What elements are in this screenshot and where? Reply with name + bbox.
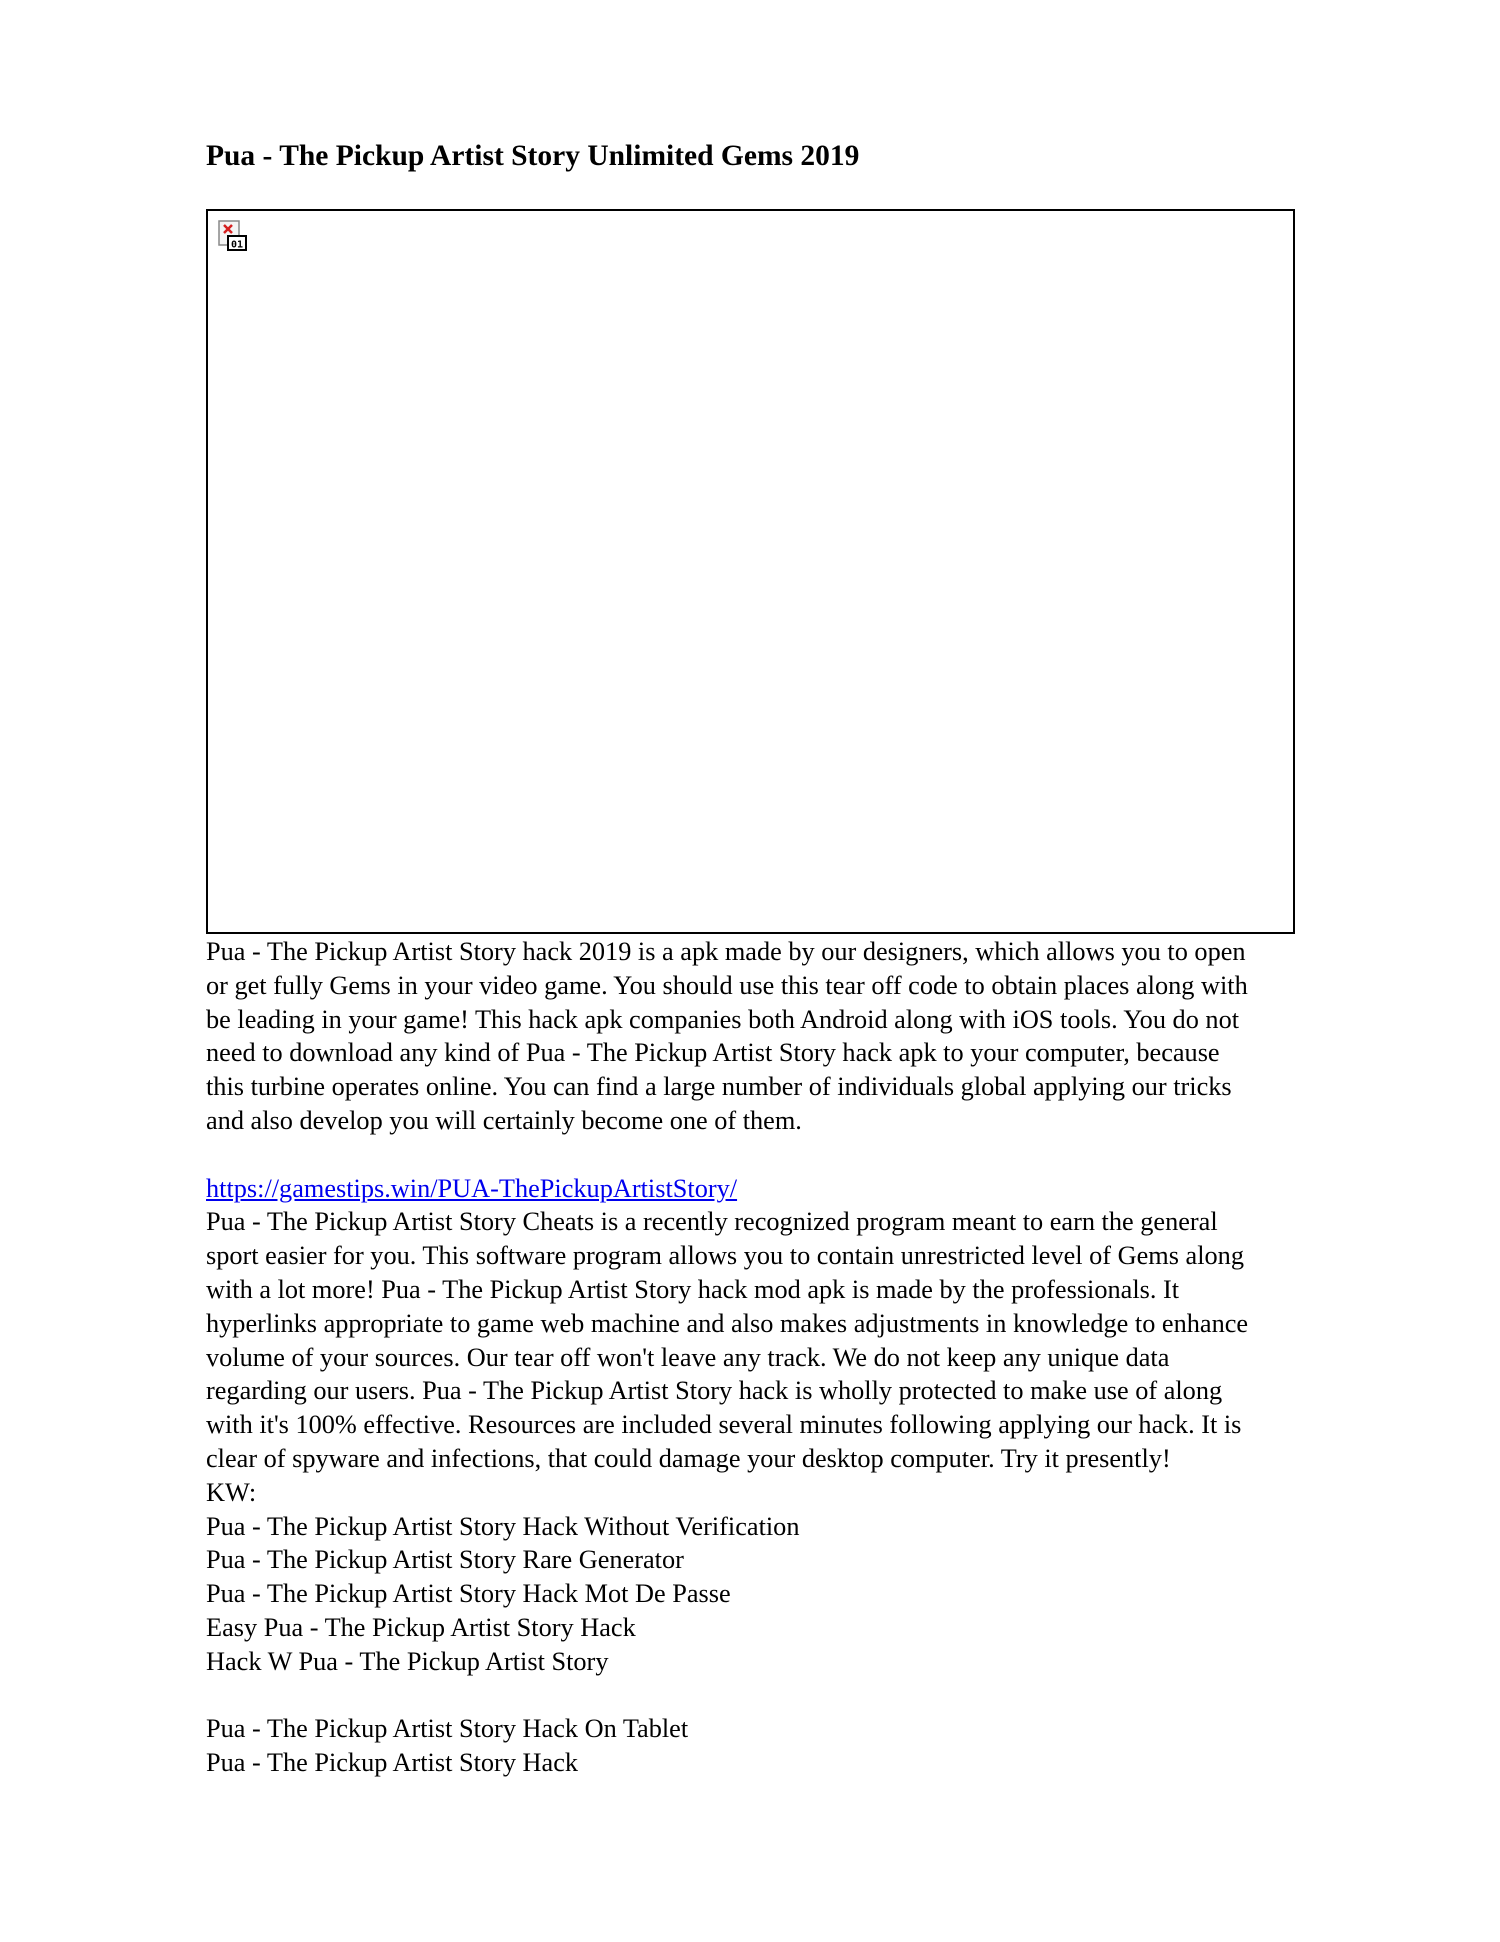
- text-line: clear of spyware and infections, that could damage your desktop computer. Try it presently!: [206, 1443, 1171, 1473]
- text-line: and also develop you will certainly become one of them.: [206, 1105, 802, 1135]
- keyword-item: Pua - The Pickup Artist Story Hack Without Verification: [206, 1511, 800, 1541]
- text-line: or get fully Gems in your video game. You should use this tear off code to obtain places along with: [206, 970, 1248, 1000]
- keyword-item: Easy Pua - The Pickup Artist Story Hack: [206, 1612, 636, 1642]
- text-line: need to download any kind of Pua - The Pickup Artist Story hack apk to your computer, because: [206, 1038, 1220, 1068]
- keywords-label: KW:: [206, 1477, 257, 1507]
- text-line: hyperlinks appropriate to game web machine and also makes adjustments in knowledge to enhance: [206, 1308, 1249, 1338]
- paragraph-cheats: [206, 1205, 1248, 1475]
- paragraph-intro: [206, 935, 1248, 1138]
- text-line: volume of your sources. Our tear off won't leave any track. We do not keep any unique data: [206, 1342, 1170, 1372]
- text-line: sport easier for you. This software program allows you to contain unrestricted level of Gems along: [206, 1241, 1244, 1271]
- text-line: this turbine operates online. You can find a large number of individuals global applying our tricks: [206, 1072, 1232, 1102]
- text-line: Pua - The Pickup Artist Story hack 2019 is a apk made by our designers, which allows you to open: [206, 937, 1246, 966]
- keyword-item: Pua - The Pickup Artist Story Hack Mot De Passe: [206, 1579, 731, 1609]
- broken-image-icon: [218, 220, 248, 252]
- text-line: with a lot more! Pua - The Pickup Artist Story hack mod apk is made by the professionals. It: [206, 1274, 1180, 1304]
- article-body: [206, 935, 1248, 1780]
- keyword-list-2: [206, 1712, 1248, 1780]
- external-link[interactable]: https://gamestips.win/PUA-ThePickupArtistStory/: [206, 1173, 738, 1203]
- text-line: regarding our users. Pua - The Pickup Artist Story hack is wholly protected to make use of along: [206, 1376, 1223, 1406]
- embedded-image-frame: [206, 209, 1295, 934]
- keyword-item: Pua - The Pickup Artist Story Rare Generator: [206, 1545, 684, 1575]
- keyword-item: Pua - The Pickup Artist Story Hack: [206, 1748, 579, 1778]
- text-line: Pua - The Pickup Artist Story Cheats is a recently recognized program meant to earn the general: [206, 1207, 1218, 1237]
- keyword-list: [206, 1510, 1248, 1679]
- text-line: be leading in your game! This hack apk companies both Android along with iOS tools. You do not: [206, 1004, 1240, 1034]
- svg-text:01: 01: [230, 239, 244, 251]
- keyword-item: Pua - The Pickup Artist Story Hack On Tablet: [206, 1714, 689, 1744]
- page-title: Pua - The Pickup Artist Story Unlimited Gems 2019: [206, 140, 860, 172]
- text-line: with it's 100% effective. Resources are included several minutes following applying our hack. It is: [206, 1410, 1242, 1440]
- keyword-item: Hack W Pua - The Pickup Artist Story: [206, 1646, 609, 1676]
